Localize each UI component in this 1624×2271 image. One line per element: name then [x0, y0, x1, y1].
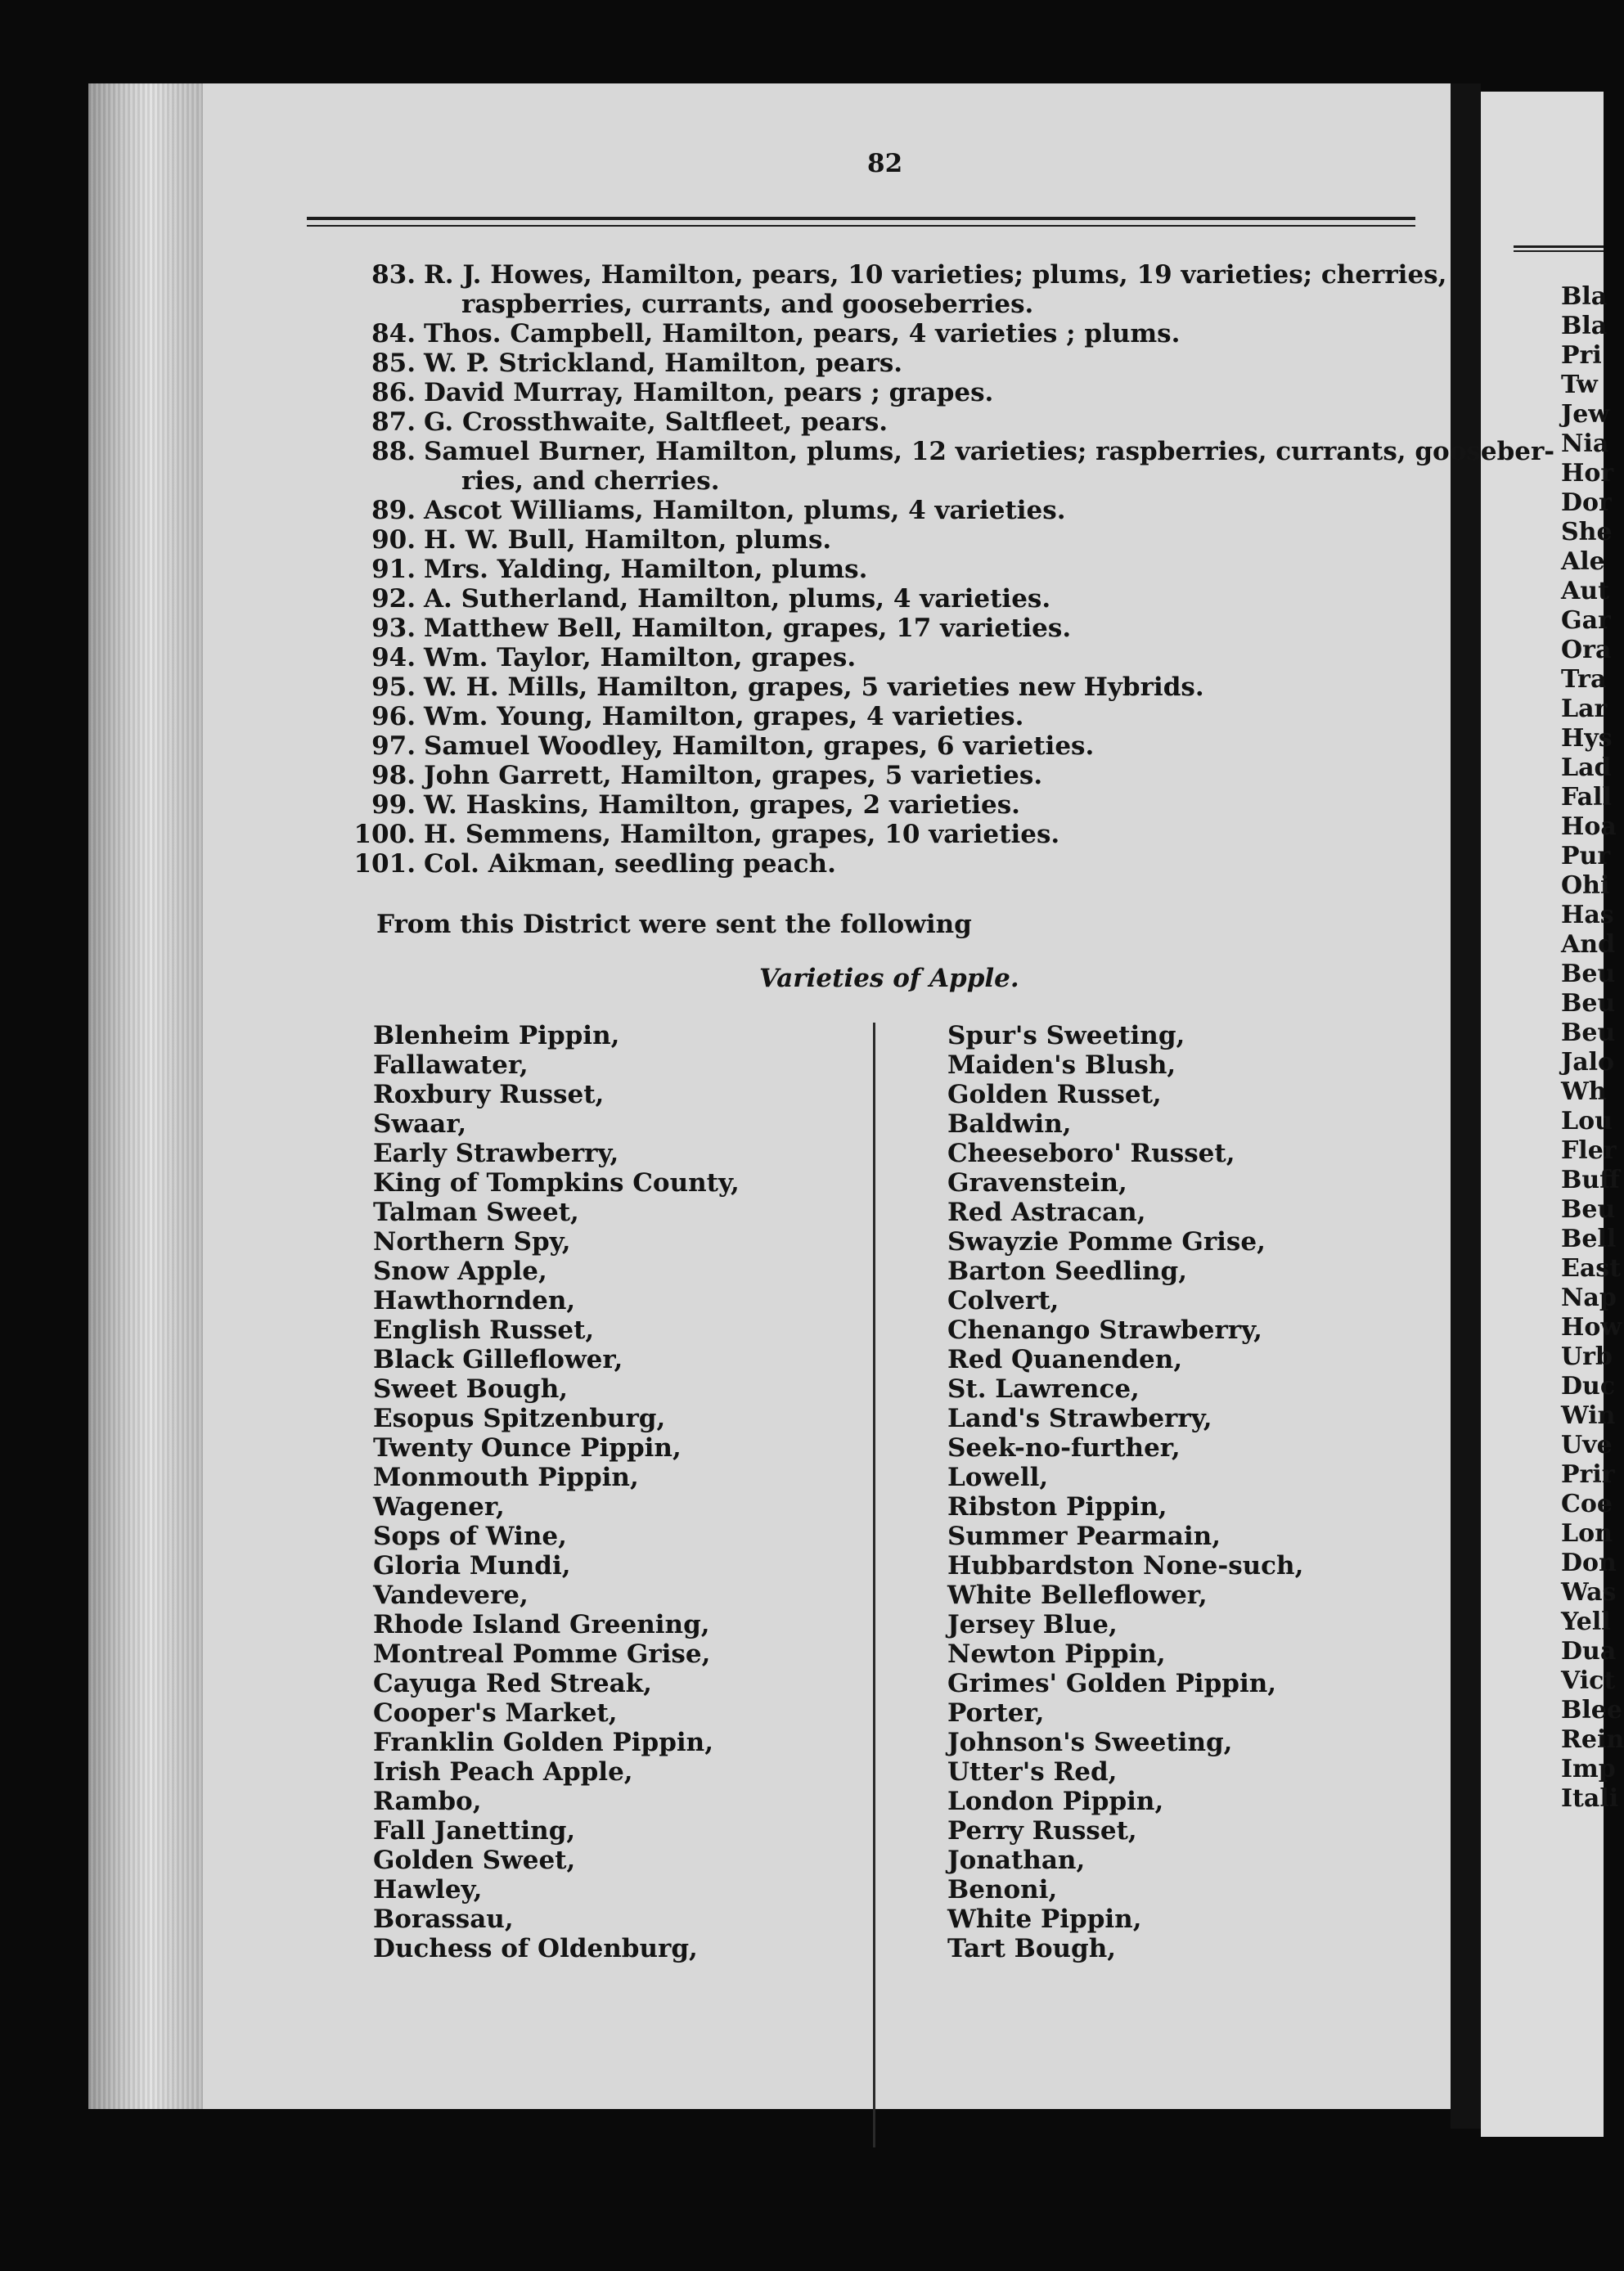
apple-variety: Fall Janetting, [373, 1816, 576, 1846]
facing-page-line: Don [1561, 1549, 1617, 1577]
exhibitor-list [352, 260, 1555, 879]
facing-page-line: Yell [1561, 1608, 1611, 1636]
section-heading: Varieties of Apple. [759, 964, 1019, 993]
facing-page-line: How [1561, 1313, 1622, 1342]
apple-variety: St. Lawrence, [947, 1374, 1140, 1404]
apple-variety: Snow Apple, [373, 1257, 547, 1286]
facing-page-line: Beu [1561, 989, 1616, 1018]
list-item: 95. W. H. Mills, Hamilton, grapes, 5 varieties new Hybrids. [371, 672, 1204, 702]
book-gutter [1451, 83, 1481, 2129]
facing-page-line: Dua [1561, 1637, 1617, 1666]
facing-page-line: Ora [1561, 636, 1612, 664]
facing-page-line: She [1561, 518, 1613, 546]
apple-variety: Montreal Pomme Grise, [373, 1639, 711, 1669]
apple-variety: Borassau, [373, 1904, 514, 1934]
apple-variety: Jonathan, [947, 1846, 1086, 1875]
apple-variety: Talman Sweet, [373, 1198, 579, 1227]
column-divider [873, 1023, 875, 2147]
facing-page-line: Imp [1561, 1755, 1616, 1783]
apple-variety: Twenty Ounce Pippin, [373, 1433, 682, 1463]
apple-variety: Perry Russet, [947, 1816, 1137, 1846]
facing-page-line: Hoa [1561, 812, 1617, 841]
list-item: 90. H. W. Bull, Hamilton, plums. [371, 525, 832, 555]
facing-page-line: Fall [1561, 783, 1612, 812]
apple-variety: Golden Russet, [947, 1080, 1162, 1109]
apple-variety: Esopus Spitzenburg, [373, 1404, 666, 1433]
facing-page-line: Tw [1561, 371, 1598, 399]
apple-variety: Seek-no-further, [947, 1433, 1181, 1463]
list-item: 93. Matthew Bell, Hamilton, grapes, 17 varieties. [371, 614, 1072, 643]
list-item: 86. David Murray, Hamilton, pears ; grapes. [371, 378, 994, 407]
facing-page-line: Bell [1561, 1225, 1617, 1253]
list-item: 96. Wm. Young, Hamilton, grapes, 4 varieties. [371, 702, 1024, 731]
apple-variety: Vandevere, [373, 1581, 529, 1610]
list-item: 84. Thos. Campbell, Hamilton, pears, 4 varieties ; plums. [371, 319, 1181, 349]
facing-page-line: Urb [1561, 1342, 1613, 1371]
facing-page-line: Jalo [1561, 1048, 1615, 1077]
facing-page-line: Has [1561, 901, 1614, 929]
page-stack-edge [88, 83, 203, 2109]
facing-page-line: Vict [1561, 1666, 1616, 1695]
apple-variety: Newton Pippin, [947, 1639, 1166, 1669]
list-item: 94. Wm. Taylor, Hamilton, grapes. [371, 643, 857, 672]
apple-variety: English Russet, [373, 1315, 595, 1345]
page-number: 82 [867, 149, 903, 178]
apple-variety: Sweet Bough, [373, 1374, 569, 1404]
apple-variety: Gravenstein, [947, 1168, 1127, 1198]
facing-page-rule [1514, 245, 1604, 252]
apple-variety: Maiden's Blush, [947, 1050, 1176, 1080]
apple-variety: Red Astracan, [947, 1198, 1146, 1227]
apple-variety: Chenango Strawberry, [947, 1315, 1262, 1345]
header-rule [307, 217, 1415, 227]
continuation-line: ries, and cherries. [461, 466, 720, 496]
apple-variety: Golden Sweet, [373, 1846, 576, 1875]
apple-variety: Swaar, [373, 1109, 467, 1139]
facing-page-line: Beu [1561, 1195, 1616, 1224]
facing-page-line: Lar [1561, 695, 1608, 723]
apple-variety: Gloria Mundi, [373, 1551, 571, 1581]
apple-variety: King of Tompkins County, [373, 1168, 740, 1198]
apple-variety: Rambo, [373, 1787, 482, 1816]
apple-variety: Porter, [947, 1698, 1045, 1728]
apple-variety: Summer Pearmain, [947, 1522, 1221, 1551]
facing-page-line: Was [1561, 1578, 1617, 1607]
apple-variety: Ribston Pippin, [947, 1492, 1167, 1522]
facing-page-line: Ale [1561, 547, 1605, 576]
facing-page-line: Coe [1561, 1490, 1613, 1518]
apple-variety: Land's Strawberry, [947, 1404, 1212, 1433]
facing-page-line: Nia [1561, 429, 1609, 458]
apple-variety: Tart Bough, [947, 1934, 1117, 1963]
apple-variety: White Belleflower, [947, 1581, 1208, 1610]
list-item: 87. G. Crossthwaite, Saltfleet, pears. [371, 407, 888, 437]
apple-variety: Barton Seedling, [947, 1257, 1188, 1286]
apple-variety: Roxbury Russet, [373, 1080, 605, 1109]
facing-page-text [1561, 282, 1624, 1814]
facing-page-line: Blee [1561, 1696, 1622, 1725]
list-item: 101. Col. Aikman, seedling peach. [353, 849, 836, 879]
list-item: 88. Samuel Burner, Hamilton, plums, 12 varieties; raspberries, currants, gooseber- ries, and cherries. [371, 437, 1555, 496]
district-intro: From this District were sent the following [376, 910, 972, 939]
continuation-line: raspberries, currants, and gooseberries. [461, 290, 1034, 319]
apple-list-right [947, 1021, 1303, 1963]
facing-page-line: Gar [1561, 606, 1611, 635]
facing-page-line: Bla [1561, 282, 1608, 311]
apple-variety: Early Strawberry, [373, 1139, 619, 1168]
facing-page-line: Hys [1561, 724, 1613, 753]
facing-page-line: Lad [1561, 753, 1612, 782]
apple-variety: Wagener, [373, 1492, 505, 1522]
facing-page-line: Uve [1561, 1431, 1613, 1459]
list-item: 97. Samuel Woodley, Hamilton, grapes, 6 varieties. [371, 731, 1095, 761]
apple-variety: Monmouth Pippin, [373, 1463, 639, 1492]
list-item: 99. W. Haskins, Hamilton, grapes, 2 varieties. [371, 790, 1020, 820]
apple-variety: Hawthornden, [373, 1286, 576, 1315]
apple-variety: Cayuga Red Streak, [373, 1669, 652, 1698]
facing-page-line: Tra [1561, 665, 1607, 694]
facing-page-line: Jew [1561, 400, 1610, 429]
facing-page-line: Bla [1561, 312, 1608, 340]
apple-variety: Cheeseboro' Russet, [947, 1139, 1235, 1168]
apple-variety: Hawley, [373, 1875, 483, 1904]
facing-page-line: Nap [1561, 1284, 1617, 1312]
apple-variety: Benoni, [947, 1875, 1058, 1904]
list-item: 100. H. Semmens, Hamilton, grapes, 10 varieties. [353, 820, 1060, 849]
apple-variety: Black Gilleflower, [373, 1345, 623, 1374]
apple-variety: Hubbardston None-such, [947, 1551, 1304, 1581]
facing-page-line: And [1561, 930, 1616, 959]
facing-page-line: Duc [1561, 1372, 1616, 1401]
apple-variety: Utter's Red, [947, 1757, 1118, 1787]
facing-page-line: Hor [1561, 459, 1614, 488]
list-item: 85. W. P. Strickland, Hamilton, pears. [371, 349, 903, 378]
apple-variety: London Pippin, [947, 1787, 1164, 1816]
apple-variety: Baldwin, [947, 1109, 1072, 1139]
apple-variety: Northern Spy, [373, 1227, 571, 1257]
apple-variety: Franklin Golden Pippin, [373, 1728, 713, 1757]
apple-variety: Irish Peach Apple, [373, 1757, 633, 1787]
facing-page-line: Rein [1561, 1725, 1624, 1754]
apple-variety: Johnson's Sweeting, [947, 1728, 1233, 1757]
facing-page-line: Aut [1561, 577, 1609, 605]
list-item: 98. John Garrett, Hamilton, grapes, 5 varieties. [371, 761, 1043, 790]
apple-variety: Grimes' Golden Pippin, [947, 1669, 1277, 1698]
facing-page-line: Beu [1561, 960, 1616, 988]
facing-page-line: Prir [1561, 1460, 1615, 1489]
facing-page-line: Lou [1561, 1107, 1613, 1136]
facing-page-line: Win [1561, 1401, 1616, 1430]
facing-page-line: East [1561, 1254, 1622, 1283]
facing-page-line: Wh [1561, 1077, 1607, 1106]
list-item: 89. Ascot Williams, Hamilton, plums, 4 varieties. [371, 496, 1066, 525]
facing-page-line: Ohi [1561, 871, 1610, 900]
list-item: 83. R. J. Howes, Hamilton, pears, 10 varieties; plums, 19 varieties; cherries, raspberries, currants, and gooseberries. [371, 260, 1447, 319]
apple-variety: Cooper's Market, [373, 1698, 618, 1728]
apple-variety: Sops of Wine, [373, 1522, 567, 1551]
apple-variety: Rhode Island Greening, [373, 1610, 710, 1639]
apple-variety: White Pippin, [947, 1904, 1142, 1934]
apple-list-left [373, 1021, 740, 1963]
facing-page-line: Itali [1561, 1784, 1619, 1813]
facing-page-line: Pur [1561, 842, 1611, 870]
facing-page-line: Buff [1561, 1166, 1620, 1194]
apple-variety: Jersey Blue, [947, 1610, 1118, 1639]
facing-page-line: Dor [1561, 488, 1612, 517]
apple-variety: Red Quanenden, [947, 1345, 1183, 1374]
apple-variety: Fallawater, [373, 1050, 529, 1080]
apple-variety: Colvert, [947, 1286, 1059, 1315]
facing-page-line: Fler [1561, 1136, 1617, 1165]
apple-variety: Swayzie Pomme Grise, [947, 1227, 1266, 1257]
apple-variety: Spur's Sweeting, [947, 1021, 1185, 1050]
apple-variety: Lowell, [947, 1463, 1049, 1492]
facing-page-line: Beu [1561, 1019, 1616, 1047]
facing-page-line: Lon [1561, 1519, 1613, 1548]
list-item: 91. Mrs. Yalding, Hamilton, plums. [371, 555, 868, 584]
facing-page-line: Pri [1561, 341, 1602, 370]
list-item: 92. A. Sutherland, Hamilton, plums, 4 varieties. [371, 584, 1051, 614]
apple-variety: Blenheim Pippin, [373, 1021, 620, 1050]
apple-variety: Duchess of Oldenburg, [373, 1934, 698, 1963]
